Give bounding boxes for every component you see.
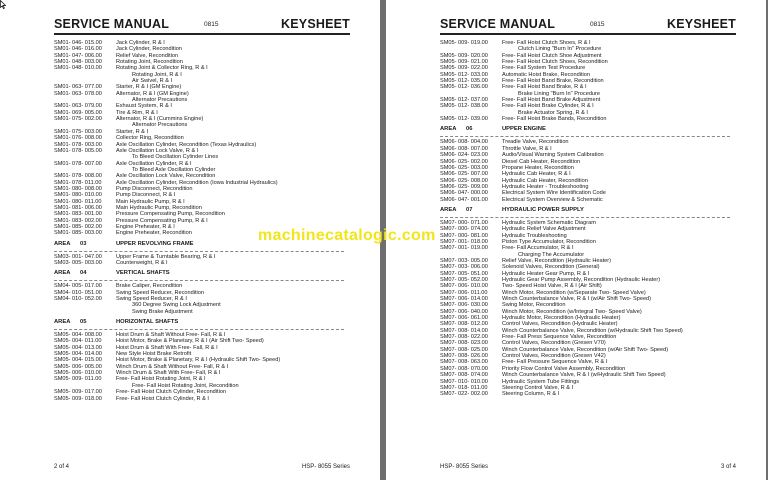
entry-code: SM01- 078- 008.00 bbox=[54, 173, 102, 180]
entry-code: SM07- 005- 051.00 bbox=[440, 270, 488, 277]
entry-code: SM05- 012- 035.00 bbox=[440, 78, 488, 85]
entry-code: SM06- 025- 008.00 bbox=[440, 177, 488, 184]
entry-code: SM07- 001- 019.00 bbox=[440, 245, 488, 252]
entry-description: Rotating Joint, Recondition bbox=[116, 59, 183, 66]
manual-title: SERVICE MANUAL bbox=[440, 17, 556, 31]
entry-description: Free- Fall Pressure Sequence Valve, R & I bbox=[502, 359, 608, 366]
entry-list bbox=[54, 332, 350, 402]
entry-code: SM07- 003- 005.00 bbox=[440, 257, 488, 264]
entry-description: Air Swivel, R & I bbox=[132, 78, 173, 85]
entry-code: SM01- 063- 079.00 bbox=[54, 103, 102, 110]
entry-description: Starter, R & I bbox=[116, 128, 149, 135]
entry-description: Jack Cylinder, Recondition bbox=[116, 46, 182, 53]
entry-description: Engine Preheater, Recondition bbox=[116, 230, 192, 237]
entry-description: Free- Fall Hoist Clutch Shoe Adjustment bbox=[502, 52, 602, 59]
entry-code: SM05- 012- 036.00 bbox=[440, 84, 488, 91]
watermark-text: machinecatalogic.com bbox=[258, 227, 436, 244]
entry-description: Hoist Motor, Brake & Planetary, R & I (Air Shift Two- Speed) bbox=[116, 338, 264, 345]
entry-description: New Style Hoist Brake Retrofit bbox=[116, 351, 192, 358]
entry-code: SM07- 005- 052.00 bbox=[440, 277, 488, 283]
series-label: HSP- 8055 Series bbox=[301, 464, 350, 470]
entry-description: Clutch Lining "Burn In" Procedure bbox=[518, 46, 602, 53]
entry-description: Winch Drum & Shaft With Free- Fall, R & I bbox=[116, 370, 221, 377]
entry-description: Solenoid Valves, Recondition (General) bbox=[502, 264, 600, 271]
entry-description: Brake Actuator Spring, R & I bbox=[518, 109, 588, 116]
entry-code: SM06- 025- 007.00 bbox=[440, 171, 488, 178]
entry-description: Hydraulic Gear Pump Assembly, Recondition (Hydraulic Heater) bbox=[502, 277, 661, 283]
entry-description: Engine Preheater, R & I bbox=[116, 223, 175, 230]
entry-description: Starter, R & I (GM Engine) bbox=[116, 84, 182, 91]
entry-description: Piston Type Accumulator, Recondition bbox=[502, 238, 596, 245]
entry-description: Collector Ring, Recondition bbox=[116, 135, 184, 142]
entry-description: Hydraulic Heater Gear Pump, R & I bbox=[502, 270, 590, 277]
entry-code: SM05- 004- 015.00 bbox=[54, 357, 102, 364]
area-divider bbox=[54, 248, 344, 252]
manual-code: 0815 bbox=[590, 21, 605, 28]
keysheet-entry bbox=[54, 260, 350, 266]
entry-description: Axle Oscillation Lock Valve, R & I bbox=[116, 147, 199, 154]
entry-description: Alternator Precautions bbox=[132, 97, 188, 104]
entry-description: Pressure Compensating Pump, Recondition bbox=[116, 211, 225, 218]
entry-code: SM07- 003- 006.00 bbox=[440, 264, 488, 271]
entry-description: Swing Motor, Recondition bbox=[502, 302, 566, 309]
entry-description: Axle Oscillation Cylinder, Recondition (Texas Hydraulics) bbox=[116, 141, 257, 148]
entry-code: SM07- 008- 026.00 bbox=[440, 353, 488, 360]
entry-code: SM01- 063- 078.00 bbox=[54, 90, 102, 97]
entry-code: SM06- 024- 023.00 bbox=[440, 152, 488, 159]
entry-code: SM05- 004- 011.00 bbox=[54, 338, 102, 345]
entry-description: Axle Oscillation Cylinder, Recondition (Iowa Industrial Hydraulics) bbox=[116, 179, 278, 186]
entry-description: Winch Counterbalance Valve, Recondition (w/Hydraulic Shift Two Speed) bbox=[502, 327, 683, 334]
entry-code: SM01- 080- 011.00 bbox=[54, 198, 102, 205]
entry-code: SM01- 046- 015.00 bbox=[54, 40, 102, 46]
entry-description: Electrical System Overview & Schematic bbox=[502, 196, 603, 203]
entry-description: Relief Valve, Recondition bbox=[116, 52, 179, 59]
entry-code: SM07- 008- 074.00 bbox=[440, 372, 488, 379]
entry-code: SM07- 010- 010.00 bbox=[440, 378, 488, 385]
entry-code: SM05- 012- 037.00 bbox=[440, 97, 488, 104]
page-number: 3 of 4 bbox=[720, 464, 736, 470]
right-page-header bbox=[440, 17, 736, 35]
entry-list bbox=[54, 40, 350, 237]
entry-code: SM04- 005- 017.00 bbox=[54, 283, 102, 290]
entry-description: Free- Fall Hoist Rotating Joint, R & I bbox=[116, 376, 206, 383]
entry-code: SM01- 083- 002.00 bbox=[54, 217, 102, 224]
entry-description: Hoist Drum & Shaft Without Free- Fall, R & I bbox=[116, 332, 226, 339]
entry-description: Priority Flow Control Valve Assembly, Recondition bbox=[502, 365, 626, 372]
entry-code: SM07- 008- 070.00 bbox=[440, 365, 488, 372]
entry-code: SM01- 048- 003.00 bbox=[54, 59, 102, 66]
entry-description: Hydraulic System Schematic Diagram bbox=[502, 219, 596, 226]
entry-code: SM01- 069- 005.00 bbox=[54, 109, 102, 116]
entry-description: Winch Counterbalance Valve, Recondition (w/Air Shift Two- Speed) bbox=[502, 346, 669, 353]
entry-description: Hydraulic Relief Valve Adjustment bbox=[502, 226, 586, 233]
entry-code: SM01- 078- 003.00 bbox=[54, 141, 102, 148]
entry-code: SM05- 009- 020.00 bbox=[440, 52, 488, 59]
entry-description: Counterweight, R & I bbox=[116, 260, 168, 266]
entry-code: SM01- 078- 011.00 bbox=[54, 179, 102, 186]
entry-code: SM07- 022- 002.00 bbox=[440, 391, 488, 398]
entry-description: Hydraulic Motor, Recondition (Hydraulic Heater) bbox=[502, 315, 621, 322]
entry-code: SM07- 008- 012.00 bbox=[440, 321, 488, 328]
entry-description: Pump Disconnect, Recondition bbox=[116, 185, 193, 192]
entry-description: Alternator, R & I (GM Engine) bbox=[116, 90, 189, 97]
entry-description: To Bleed Oscillation Cylinder Lines bbox=[132, 154, 219, 161]
entry-code: SM06- 008- 004.00 bbox=[440, 139, 488, 146]
keysheet-entry bbox=[440, 391, 736, 397]
entry-description: Treadle Valve, Recondition bbox=[502, 139, 569, 146]
entry-description: Free- Fall Hoist Clutch Cylinder, Recondition bbox=[116, 389, 227, 396]
entry-description: Hydraulic Cab Heater, Recondition bbox=[502, 177, 588, 184]
manual-title: SERVICE MANUAL bbox=[54, 17, 170, 31]
entry-code: SM07- 008- 063.00 bbox=[440, 359, 488, 366]
entry-code: SM01- 075- 002.00 bbox=[54, 116, 102, 123]
keysheet-entry bbox=[54, 309, 350, 315]
entry-description: Axle Oscillation Lock Valve, Recondition bbox=[116, 173, 216, 180]
entry-description: Free- Fall Hoist Band Brake, Recondition bbox=[502, 78, 604, 85]
entry-description: Main Hydraulic Pump, Recondition bbox=[116, 204, 202, 211]
entry-code: SM07- 008- 023.00 bbox=[440, 340, 488, 347]
entry-description: Rotating Joint & Collector Ring, R & I bbox=[116, 65, 208, 72]
entry-list bbox=[54, 254, 350, 267]
entry-code: SM07- 006- 061.00 bbox=[440, 315, 488, 322]
entry-description: Winch Counterbalance Valve, R & I (w/Air Shift Two- Speed) bbox=[502, 296, 652, 303]
entry-description: Two- Speed Hoist Valve, R & I (Air Shift) bbox=[502, 283, 602, 290]
entry-code: SM07- 018- 011.00 bbox=[440, 384, 488, 391]
entry-code: SM07- 000- 074.00 bbox=[440, 226, 488, 233]
entry-description: Free- Fall Press Sequence Valve, Recondition bbox=[502, 334, 617, 341]
page-number: 2 of 4 bbox=[54, 464, 70, 470]
entry-description: Swing Brake Adjustment bbox=[132, 308, 193, 315]
entry-code: SM05- 009- 022.00 bbox=[440, 65, 488, 72]
entry-description: Audio/Visual Warning System Calibration bbox=[502, 152, 604, 159]
entry-description: Hydraulic Heater - Troubleshooting bbox=[502, 183, 589, 190]
entry-description: 360 Degree Swing Lock Adjustment bbox=[132, 302, 221, 309]
entry-code: SM01- 080- 008.00 bbox=[54, 185, 102, 192]
entry-list bbox=[440, 220, 736, 398]
entry-code: SM03- 001- 047.00 bbox=[54, 253, 102, 260]
entry-code: SM05- 004- 013.00 bbox=[54, 344, 102, 351]
section-title: KEYSHEET bbox=[667, 17, 736, 31]
entry-description: Hoist Motor, Brake & Planetary, R & I (Hydraulic Shift Two- Speed) bbox=[116, 357, 281, 364]
entry-description: Brake Lining "Burn In" Procedure bbox=[518, 90, 601, 97]
entry-code: SM06- 008- 007.00 bbox=[440, 145, 488, 152]
entry-code: SM01- 076- 008.00 bbox=[54, 135, 102, 142]
entry-description: Axle Oscillation Cylinder, R & I bbox=[116, 160, 192, 167]
entry-description: Tire & Rim, R & I bbox=[116, 109, 158, 116]
keysheet-entry bbox=[54, 396, 350, 402]
entry-code: SM05- 009- 011.00 bbox=[54, 376, 102, 383]
entry-description: Alternator Precautions bbox=[132, 122, 188, 129]
area-heading: AREA 05 HORIZONTAL SHAFTS bbox=[54, 319, 179, 326]
right-page bbox=[386, 0, 766, 480]
entry-description: Winch Counterbalance Valve, R & I (w/Hydraulic Shift Two Speed) bbox=[502, 372, 666, 379]
entry-code: SM01- 078- 005.00 bbox=[54, 147, 102, 154]
entry-code: SM07- 008- 022.00 bbox=[440, 334, 488, 341]
entry-code: SM01- 078- 007.00 bbox=[54, 160, 102, 167]
entry-description: Hoist Drum & Shaft With Free- Fall, R & I bbox=[116, 344, 218, 351]
entry-code: SM06- 047- 001.00 bbox=[440, 196, 488, 203]
mouse-pointer-icon bbox=[0, 0, 6, 9]
area-divider bbox=[440, 214, 730, 218]
entry-description: Hydraulic Troubleshooting bbox=[502, 232, 567, 239]
entry-code: SM01- 047- 006.00 bbox=[54, 52, 102, 59]
entry-code: SM05- 004- 008.00 bbox=[54, 332, 102, 339]
entry-code: SM05- 009- 019.00 bbox=[440, 40, 488, 46]
entry-description: Winch Drum & Shaft Without Free- Fall, R & I bbox=[116, 363, 229, 370]
entry-description: Steering Column, R & I bbox=[502, 391, 560, 398]
manual-code: 0815 bbox=[204, 21, 219, 28]
entry-list bbox=[440, 139, 736, 202]
entry-code: SM06- 047- 000.00 bbox=[440, 190, 488, 197]
entry-code: SM05- 009- 018.00 bbox=[54, 395, 102, 402]
entry-description: Upper Frame & Turntable Bearing, R & I bbox=[116, 253, 216, 260]
entry-code: SM01- 048- 010.00 bbox=[54, 65, 102, 72]
entry-code: SM05- 012- 038.00 bbox=[440, 103, 488, 110]
entry-code: SM07- 006- 011.00 bbox=[440, 289, 488, 296]
series-label: HSP- 8055 Series bbox=[440, 464, 489, 470]
entry-code: SM05- 012- 033.00 bbox=[440, 71, 488, 78]
section-title: KEYSHEET bbox=[281, 17, 350, 31]
entry-code: SM06- 025- 003.00 bbox=[440, 164, 488, 171]
entry-description: Control Valves, Recondition (Hydraulic Heater) bbox=[502, 321, 618, 328]
entry-description: Hydraulic System Tube Fittings bbox=[502, 378, 580, 385]
entry-code: SM05- 006- 005.00 bbox=[54, 363, 102, 370]
entry-code: SM05- 012- 039.00 bbox=[440, 116, 488, 123]
area-divider bbox=[54, 277, 344, 281]
entry-code: SM01- 063- 077.00 bbox=[54, 84, 102, 91]
entry-description: Free- Fall Accumulator, R & I bbox=[502, 245, 574, 252]
entry-code: SM06- 025- 009.00 bbox=[440, 183, 488, 190]
entry-description: Main Hydraulic Pump, R & I bbox=[116, 198, 185, 205]
entry-code: SM06- 025- 002.00 bbox=[440, 158, 488, 165]
entry-description: Rotating Joint, R & I bbox=[132, 71, 182, 78]
entry-description: Jack Cylinder, R & I bbox=[116, 40, 165, 46]
entry-description: Free- Fall Hoist Band Brake Adjustment bbox=[502, 97, 601, 104]
entry-description: Free- Fall Hoist Brake Cylinder, R & I bbox=[502, 103, 594, 110]
entry-description: Brake Caliper, Recondition bbox=[116, 283, 183, 290]
entry-description: Free- Fall Hoist Clutch Shoes, Recondition bbox=[502, 59, 608, 66]
entry-description: Free- Fall System Test Procedure bbox=[502, 65, 586, 72]
entry-description: Swing Speed Reducer, Recondition bbox=[116, 289, 205, 296]
entry-code: SM07- 001- 018.00 bbox=[440, 238, 488, 245]
entry-list bbox=[440, 40, 736, 122]
entry-code: SM03- 005- 003.00 bbox=[54, 260, 102, 266]
entry-description: Winch Motor, Recondition (w/Integral Two- Speed Valve) bbox=[502, 308, 642, 315]
keysheet-entry bbox=[440, 116, 736, 122]
keysheet-entry bbox=[440, 197, 736, 203]
entry-code: SM01- 085- 003.00 bbox=[54, 230, 102, 237]
entry-description: Control Valves, Recondition (Gresen V70) bbox=[502, 340, 606, 347]
entry-code: SM05- 006- 010.00 bbox=[54, 370, 102, 377]
entry-code: SM07- 000- 081.00 bbox=[440, 232, 488, 239]
entry-code: SM05- 009- 017.00 bbox=[54, 389, 102, 396]
entry-description: Diesel Cab Heater, Recondition bbox=[502, 158, 581, 165]
area-divider bbox=[54, 326, 344, 330]
entry-description: Pump Disconnect, R & I bbox=[116, 192, 176, 199]
entry-description: Propane Heater, Recondition bbox=[502, 164, 574, 171]
entry-code: SM05- 009- 021.00 bbox=[440, 59, 488, 66]
entry-description: Control Valves, Recondition (Gresen V42) bbox=[502, 353, 606, 360]
area-heading: AREA 04 VERTICAL SHAFTS bbox=[54, 270, 170, 277]
entry-code: SM05- 004- 014.00 bbox=[54, 351, 102, 358]
entry-description: Free- Fall Hoist Rotating Joint, Recondition bbox=[132, 382, 239, 389]
entry-code: SM07- 008- 014.00 bbox=[440, 327, 488, 334]
entry-description: Free- Fall Hoist Clutch Shoes, R & I bbox=[502, 40, 591, 46]
entry-code: SM04- 010- 051.00 bbox=[54, 289, 102, 296]
entry-description: Swing Speed Reducer, R & I bbox=[116, 296, 187, 303]
entry-code: SM07- 000- 071.00 bbox=[440, 219, 488, 226]
entry-code: SM07- 006- 010.00 bbox=[440, 283, 488, 290]
area-heading: AREA 07 HYDRAULIC POWER SUPPLY bbox=[440, 206, 584, 213]
entry-code: SM04- 010- 052.00 bbox=[54, 296, 102, 303]
entry-description: Throttle Valve, R & I bbox=[502, 145, 552, 152]
entry-description: Exhaust System, R & I bbox=[116, 103, 172, 110]
area-divider bbox=[440, 133, 730, 137]
entry-description: Pressure Compensating Pump, R & I bbox=[116, 217, 208, 224]
entry-description: Free- Fall Hoist Clutch Cylinder, R & I bbox=[116, 395, 209, 402]
entry-description: Alternator, R & I (Cummins Engine) bbox=[116, 116, 204, 123]
entry-description: Free- Fall Hoist Brake Bands, Recondition bbox=[502, 116, 607, 123]
entry-description: Automatic Hoist Brake, Recondition bbox=[502, 71, 590, 78]
entry-code: SM07- 008- 025.00 bbox=[440, 346, 488, 353]
entry-description: Steering Control Valve, R & I bbox=[502, 384, 574, 391]
entry-list bbox=[54, 283, 350, 315]
entry-description: Relief Valve, Recondition (Hydraulic Heater) bbox=[502, 257, 612, 264]
right-page-body bbox=[440, 40, 736, 398]
left-page-header bbox=[54, 17, 350, 35]
entry-code: SM01- 046- 016.00 bbox=[54, 46, 102, 53]
entry-description: Hydraulic Cab Heater, R & I bbox=[502, 171, 571, 178]
entry-code: SM01- 080- 010.00 bbox=[54, 192, 102, 199]
entry-description: Electrical System Wire Identification Code bbox=[502, 190, 606, 197]
entry-description: Winch Motor, Recondition (w/Separate Two- Speed Valve) bbox=[502, 289, 646, 296]
entry-code: SM01- 075- 003.00 bbox=[54, 128, 102, 135]
entry-code: SM07- 006- 014.00 bbox=[440, 296, 488, 303]
entry-code: SM01- 081- 006.00 bbox=[54, 204, 102, 211]
entry-code: SM01- 085- 002.00 bbox=[54, 223, 102, 230]
left-page-body bbox=[54, 40, 350, 402]
entry-code: SM07- 006- 030.00 bbox=[440, 302, 488, 309]
area-heading: AREA 06 UPPER ENGINE bbox=[440, 126, 546, 133]
entry-code: SM01- 083- 001.00 bbox=[54, 211, 102, 218]
entry-description: Charging The Accumulator bbox=[518, 251, 585, 258]
area-heading: AREA 03 UPPER REVOLVING FRAME bbox=[54, 240, 194, 247]
entry-description: Free- Fall Hoist Band Brake, R & I bbox=[502, 84, 587, 91]
entry-code: SM07- 006- 040.00 bbox=[440, 308, 488, 315]
entry-description: To Bleed Axle Oscillation Cylinder bbox=[132, 166, 216, 173]
